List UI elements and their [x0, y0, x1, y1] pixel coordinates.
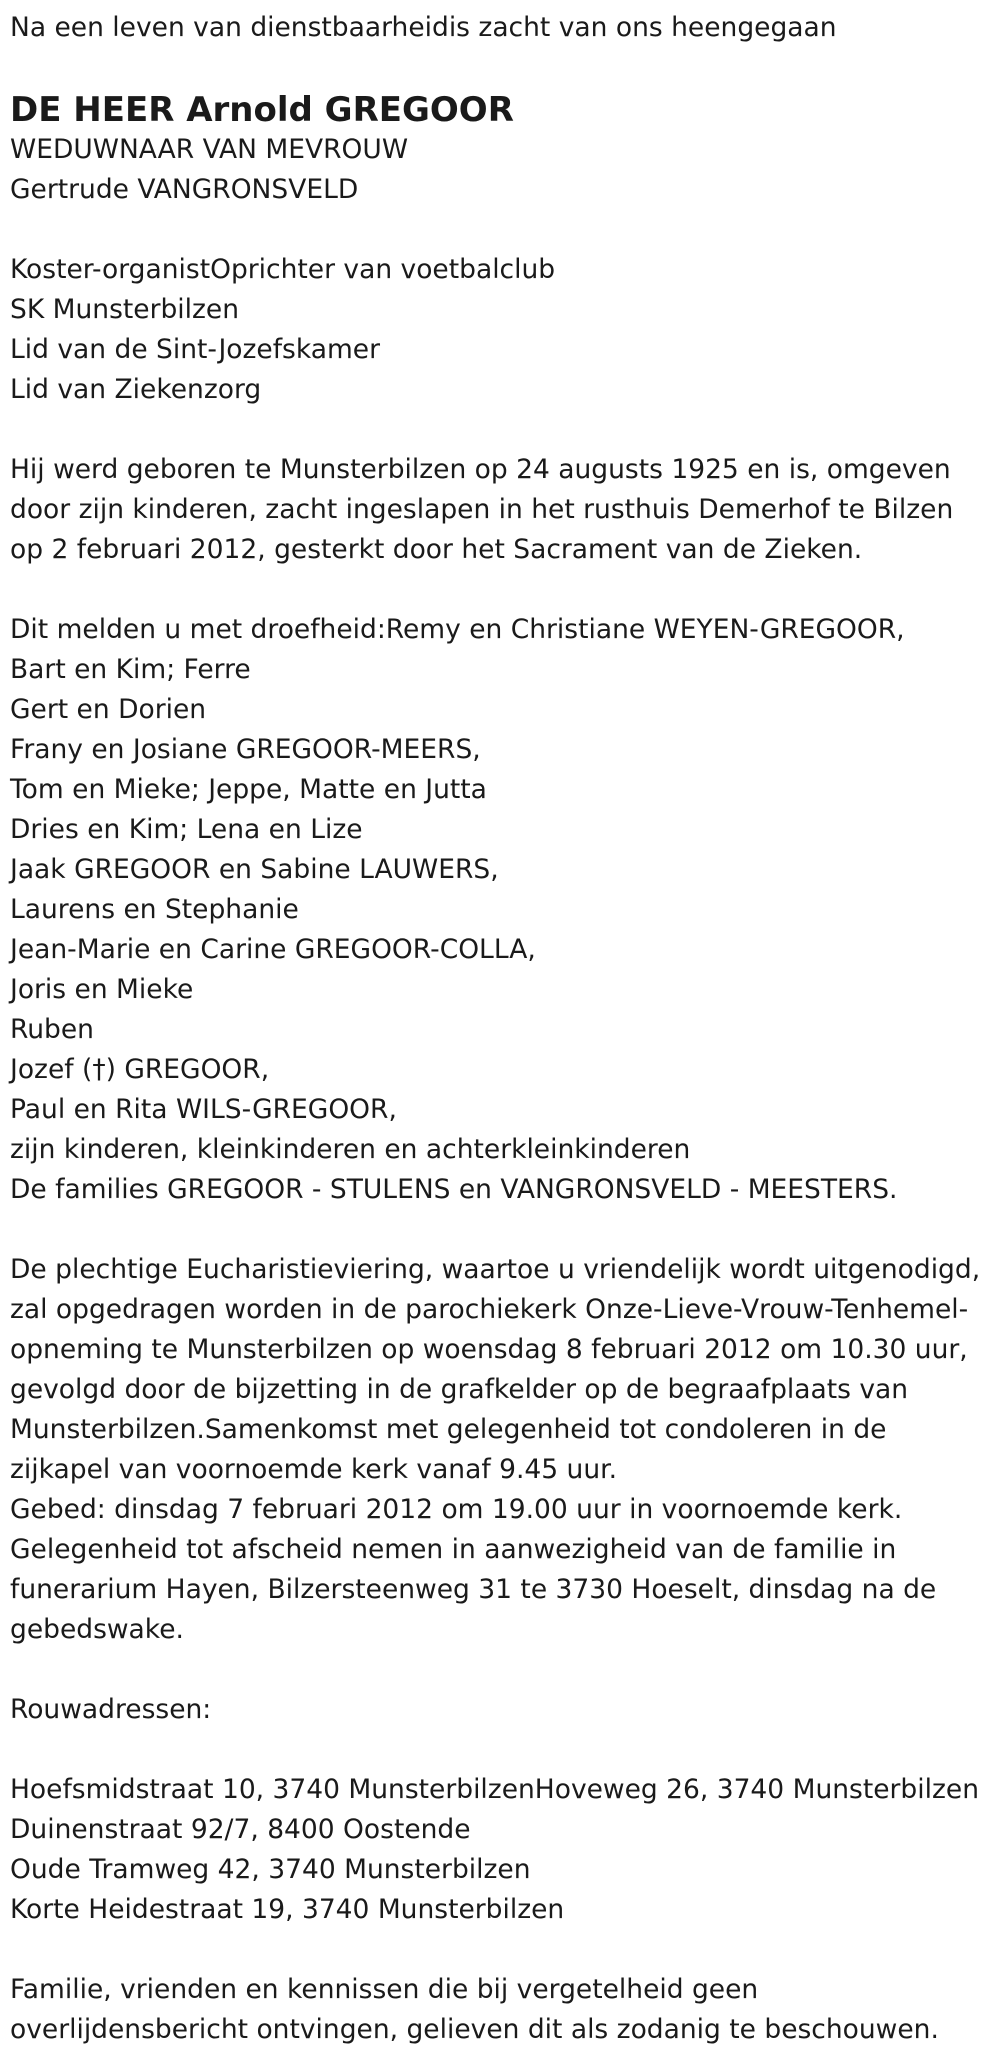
- ceremony-line: Gebed: dinsdag 7 februari 2012 om 19.00 uur in voornoemde kerk.: [10, 1494, 903, 1525]
- family-line: Jean-Marie en Carine GREGOOR-COLLA,: [10, 934, 536, 965]
- ceremony-line: gevolgd door de bijzetting in de grafkelder op de begraafplaats van: [10, 1374, 909, 1405]
- role-line: SK Munsterbilzen: [10, 294, 240, 325]
- address-line: Duinenstraat 92/7, 8400 Oostende: [10, 1814, 471, 1845]
- family-line: Laurens en Stephanie: [10, 894, 299, 925]
- family-line: Gert en Dorien: [10, 694, 207, 725]
- spouse-section: [10, 130, 1000, 210]
- spouse-line: Gertrude VANGRONSVELD: [10, 174, 359, 205]
- family-line: De families GREGOOR - STULENS en VANGRONSVELD - MEESTERS.: [10, 1174, 898, 1205]
- addresses-heading: Rouwadressen:: [10, 1694, 212, 1725]
- role-line: Lid van de Sint-Jozefskamer: [10, 334, 380, 365]
- ceremony-line: zijkapel van voornoemde kerk vanaf 9.45 uur.: [10, 1454, 618, 1485]
- family-line: zijn kinderen, kleinkinderen en achterkleinkinderen: [10, 1134, 691, 1165]
- family-line: Paul en Rita WILS-GREGOOR,: [10, 1094, 397, 1125]
- ceremony-line: De plechtige Eucharistieviering, waartoe u vriendelijk wordt uitgenodigd,: [10, 1254, 981, 1285]
- family-line: Ruben: [10, 1014, 94, 1045]
- intro-text: Na een leven van dienstbaarheidis zacht van ons heengegaan: [10, 12, 837, 43]
- family-line: Dit melden u met droefheid:Remy en Christiane WEYEN-GREGOOR,: [10, 614, 905, 645]
- closing-line: Familie, vrienden en kennissen die bij vergetelheid geen: [10, 1974, 759, 2005]
- address-line: Oude Tramweg 42, 3740 Munsterbilzen: [10, 1854, 531, 1885]
- roles-section: [10, 250, 1000, 410]
- birth-death-line: door zijn kinderen, zacht ingeslapen in het rusthuis Demerhof te Bilzen: [10, 494, 954, 525]
- spacer: [10, 210, 1000, 250]
- ceremony-line: Munsterbilzen.Samenkomst met gelegenheid tot condoleren in de: [10, 1414, 887, 1445]
- role-line: Koster-organistOprichter van voetbalclub: [10, 254, 556, 285]
- family-line: Bart en Kim; Ferre: [10, 654, 251, 685]
- family-section: [10, 610, 1000, 1210]
- addresses-section: [10, 1770, 1000, 1930]
- spouse-line: WEDUWNAAR VAN MEVROUW: [10, 134, 409, 165]
- ceremony-line: Gelegenheid tot afscheid nemen in aanwezigheid van de familie in: [10, 1534, 897, 1565]
- family-line: Jaak GREGOOR en Sabine LAUWERS,: [10, 854, 499, 885]
- ceremony-line: opneming te Munsterbilzen op woensdag 8 februari 2012 om 10.30 uur,: [10, 1334, 968, 1365]
- role-line: Lid van Ziekenzorg: [10, 374, 262, 405]
- spacer: [10, 1930, 1000, 1970]
- spacer: [10, 410, 1000, 450]
- family-line: Frany en Josiane GREGOOR-MEERS,: [10, 734, 481, 765]
- ceremony-line: gebedswake.: [10, 1614, 184, 1645]
- ceremony-line: zal opgedragen worden in de parochiekerk Onze-Lieve-Vrouw-Tenhemel-: [10, 1294, 969, 1325]
- address-line: Hoefsmidstraat 10, 3740 MunsterbilzenHoveweg 26, 3740 Munsterbilzen: [10, 1774, 979, 1805]
- birth-death-line: Hij werd geboren te Munsterbilzen op 24 augusts 1925 en is, omgeven: [10, 454, 951, 485]
- deceased-name: DE HEER Arnold GREGOOR: [10, 90, 514, 130]
- closing-line: overlijdensbericht ontvingen, gelieven dit als zodanig te beschouwen.: [10, 2014, 939, 2045]
- address-line: Korte Heidestraat 19, 3740 Munsterbilzen: [10, 1894, 565, 1925]
- family-line: Tom en Mieke; Jeppe, Matte en Jutta: [10, 774, 487, 805]
- spacer: [10, 1650, 1000, 1690]
- spacer: [10, 570, 1000, 610]
- family-line: Jozef (†) GREGOOR,: [10, 1054, 270, 1085]
- spacer: [10, 1210, 1000, 1250]
- family-line: Dries en Kim; Lena en Lize: [10, 814, 363, 845]
- family-line: Joris en Mieke: [10, 974, 194, 1005]
- birth-death-section: [10, 450, 1000, 570]
- ceremony-section: [10, 1250, 1000, 1650]
- closing-section: [10, 1970, 1000, 2050]
- spacer: [10, 1730, 1000, 1770]
- birth-death-line: op 2 februari 2012, gesterkt door het Sacrament van de Zieken.: [10, 534, 863, 565]
- ceremony-line: funerarium Hayen, Bilzersteenweg 31 te 3730 Hoeselt, dinsdag na de: [10, 1574, 937, 1605]
